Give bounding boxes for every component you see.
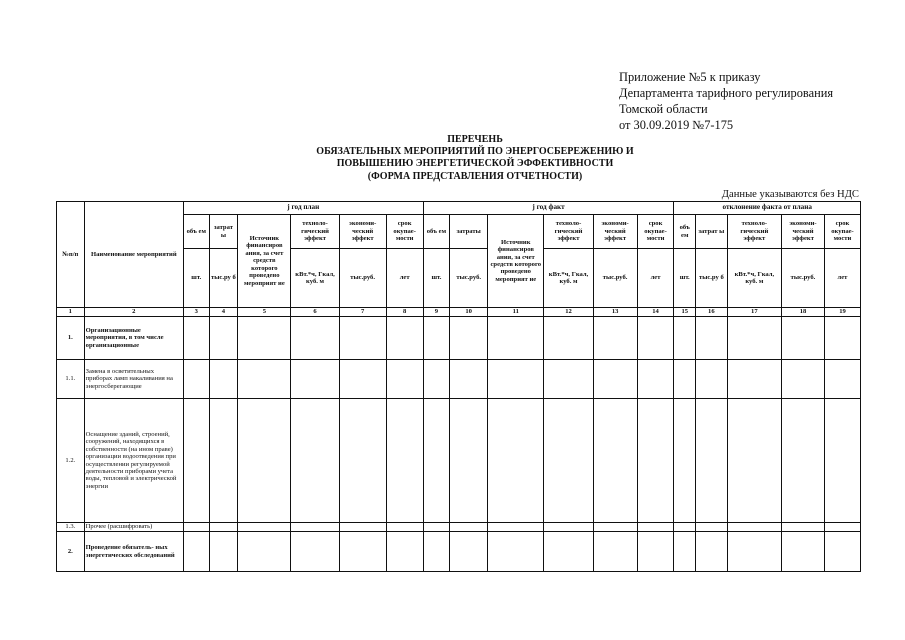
empty-cell <box>386 532 423 572</box>
table-row <box>57 523 861 532</box>
table-row <box>57 532 861 572</box>
unit-trub: тыс.руб. <box>593 249 637 308</box>
unit-trub: тыс.ру б <box>695 249 727 308</box>
empty-cell <box>824 360 860 399</box>
table-body <box>57 317 861 572</box>
unit-years: лет <box>637 249 674 308</box>
header-tech-effect: техноло- гический эффект <box>544 215 593 249</box>
empty-cell <box>339 532 386 572</box>
header-cost: затрат ы <box>209 215 238 249</box>
header-tech-effect: техноло- гический эффект <box>727 215 781 249</box>
empty-cell <box>339 399 386 523</box>
empty-cell <box>209 399 238 523</box>
row-number: 1.2. <box>57 399 85 523</box>
title-line: ОБЯЗАТЕЛЬНЫХ МЕРОПРИЯТИЙ ПО ЭНЕРГОСБЕРЕЖЕНИЮ И <box>316 146 634 158</box>
column-number-cell: 9 <box>423 308 450 317</box>
empty-cell <box>386 399 423 523</box>
empty-cell <box>488 532 544 572</box>
appendix-line: Приложение №5 к приказу <box>619 70 761 84</box>
empty-cell <box>450 523 488 532</box>
empty-cell <box>824 317 860 360</box>
empty-cell <box>238 399 291 523</box>
column-numbers-row <box>57 308 861 317</box>
table-row <box>57 399 861 523</box>
empty-cell <box>637 399 674 523</box>
empty-cell <box>423 360 450 399</box>
header-group-deviation: отклонение факта от плана <box>674 202 861 215</box>
column-number-cell: 7 <box>339 308 386 317</box>
unit-energy: кВт.*ч, Гкал, куб. м <box>544 249 593 308</box>
header-cost: затраты <box>450 215 488 249</box>
title-line: (ФОРМА ПРЕДСТАВЛЕНИЯ ОТЧЕТНОСТИ) <box>367 170 583 182</box>
unit-energy: кВт.*ч, Гкал, куб. м <box>727 249 781 308</box>
vat-note: Данные указываются без НДС <box>721 189 859 200</box>
empty-cell <box>593 360 637 399</box>
header-source: Источник финансиров ания, за счет средств которого проведено мероприят ие <box>488 215 544 308</box>
empty-cell <box>824 523 860 532</box>
empty-cell <box>695 360 727 399</box>
unit-pcs: шт. <box>423 249 450 308</box>
empty-cell <box>727 532 781 572</box>
empty-cell <box>423 399 450 523</box>
empty-cell <box>637 523 674 532</box>
column-number-cell: 13 <box>593 308 637 317</box>
empty-cell <box>695 523 727 532</box>
empty-cell <box>488 317 544 360</box>
empty-cell <box>727 523 781 532</box>
appendix-line: от 30.09.2019 №7-175 <box>619 118 734 132</box>
empty-cell <box>183 360 209 399</box>
empty-cell <box>488 399 544 523</box>
empty-cell <box>291 360 339 399</box>
header-source: Источник финансиров ания, за счет средств которого проведено мероприят ие <box>238 215 291 308</box>
empty-cell <box>544 317 593 360</box>
empty-cell <box>238 532 291 572</box>
header-payback: срок окупае- мости <box>386 215 423 249</box>
column-number-cell: 4 <box>209 308 238 317</box>
empty-cell <box>727 399 781 523</box>
empty-cell <box>781 532 824 572</box>
empty-cell <box>824 532 860 572</box>
empty-cell <box>386 523 423 532</box>
unit-trub: тыс.ру б <box>209 249 238 308</box>
empty-cell <box>488 360 544 399</box>
empty-cell <box>183 317 209 360</box>
column-number-cell: 10 <box>450 308 488 317</box>
empty-cell <box>674 317 696 360</box>
column-number-cell: 15 <box>674 308 696 317</box>
header-payback: срок окупае- мости <box>824 215 860 249</box>
appendix-line: Томской области <box>619 102 708 116</box>
empty-cell <box>450 360 488 399</box>
empty-cell <box>593 532 637 572</box>
column-number-cell: 6 <box>291 308 339 317</box>
empty-cell <box>450 532 488 572</box>
empty-cell <box>450 317 488 360</box>
unit-trub: тыс.руб. <box>450 249 488 308</box>
column-number-cell: 19 <box>824 308 860 317</box>
header-econ-effect: экономи- ческий эффект <box>781 215 824 249</box>
empty-cell <box>781 523 824 532</box>
appendix-block <box>619 69 833 133</box>
appendix-line: Департамента тарифного регулирования <box>619 86 834 100</box>
column-number-cell: 5 <box>238 308 291 317</box>
row-number: 1.3. <box>57 523 85 532</box>
header-group-fact: j год факт <box>423 202 674 215</box>
empty-cell <box>488 523 544 532</box>
empty-cell <box>209 532 238 572</box>
empty-cell <box>674 360 696 399</box>
empty-cell <box>386 360 423 399</box>
empty-cell <box>238 317 291 360</box>
title-line: ПОВЫШЕНИЮ ЭНЕРГЕТИЧЕСКОЙ ЭФФЕКТИВНОСТИ <box>336 158 614 170</box>
table-row <box>57 360 861 399</box>
empty-cell <box>450 399 488 523</box>
empty-cell <box>674 532 696 572</box>
empty-cell <box>593 399 637 523</box>
column-number-cell: 12 <box>544 308 593 317</box>
empty-cell <box>824 399 860 523</box>
empty-cell <box>238 523 291 532</box>
header-volume: объ ем <box>674 215 696 249</box>
header-payback: срок окупае- мости <box>637 215 674 249</box>
column-number-cell: 2 <box>84 308 183 317</box>
empty-cell <box>183 532 209 572</box>
empty-cell <box>637 532 674 572</box>
empty-cell <box>695 399 727 523</box>
header-volume: объ ем <box>183 215 209 249</box>
empty-cell <box>637 317 674 360</box>
empty-cell <box>781 317 824 360</box>
empty-cell <box>339 317 386 360</box>
empty-cell <box>291 317 339 360</box>
header-tech-effect: техноло- гический эффект <box>291 215 339 249</box>
empty-cell <box>695 317 727 360</box>
empty-cell <box>593 317 637 360</box>
header-econ-effect: экономи- ческий эффект <box>339 215 386 249</box>
empty-cell <box>544 399 593 523</box>
title-line: ПЕРЕЧЕНЬ <box>447 134 503 145</box>
empty-cell <box>781 399 824 523</box>
document-title <box>190 134 760 183</box>
header-volume: объ ем <box>423 215 450 249</box>
empty-cell <box>423 317 450 360</box>
empty-cell <box>727 360 781 399</box>
column-number-cell: 16 <box>695 308 727 317</box>
row-name: Проведение обязатель- ных энергетических обследований <box>84 532 183 572</box>
row-number: 1.1. <box>57 360 85 399</box>
header-num: №п/п <box>57 202 85 308</box>
empty-cell <box>291 532 339 572</box>
empty-cell <box>209 523 238 532</box>
unit-energy: кВт.*ч, Гкал, куб. м <box>291 249 339 308</box>
unit-trub: тыс.руб. <box>339 249 386 308</box>
header-group-plan: j год план <box>183 202 423 215</box>
row-name: Замена в осветительных приборах ламп накаливания на энергосберегающие <box>84 360 183 399</box>
empty-cell <box>339 360 386 399</box>
header-econ-effect: экономи- ческий эффект <box>593 215 637 249</box>
empty-cell <box>781 360 824 399</box>
empty-cell <box>695 532 727 572</box>
row-number: 1. <box>57 317 85 360</box>
column-number-cell: 14 <box>637 308 674 317</box>
empty-cell <box>339 523 386 532</box>
unit-pcs: шт. <box>183 249 209 308</box>
header-name: Наименование мероприятий <box>84 202 183 308</box>
empty-cell <box>727 317 781 360</box>
report-table <box>56 201 861 572</box>
row-name: Прочее (расшифровать) <box>84 523 183 532</box>
column-number-cell: 1 <box>57 308 85 317</box>
empty-cell <box>209 360 238 399</box>
empty-cell <box>674 399 696 523</box>
empty-cell <box>593 523 637 532</box>
empty-cell <box>544 523 593 532</box>
empty-cell <box>423 532 450 572</box>
empty-cell <box>183 399 209 523</box>
column-number-cell: 11 <box>488 308 544 317</box>
empty-cell <box>423 523 450 532</box>
unit-pcs: шт. <box>674 249 696 308</box>
column-number-cell: 3 <box>183 308 209 317</box>
unit-trub: тыс.руб. <box>781 249 824 308</box>
empty-cell <box>637 360 674 399</box>
empty-cell <box>291 399 339 523</box>
empty-cell <box>238 360 291 399</box>
empty-cell <box>183 523 209 532</box>
unit-years: лет <box>386 249 423 308</box>
column-number-cell: 8 <box>386 308 423 317</box>
row-number: 2. <box>57 532 85 572</box>
empty-cell <box>674 523 696 532</box>
column-number-cell: 18 <box>781 308 824 317</box>
row-name: Организационные мероприятия, в том числе организационные <box>84 317 183 360</box>
empty-cell <box>544 532 593 572</box>
empty-cell <box>386 317 423 360</box>
column-number-cell: 17 <box>727 308 781 317</box>
unit-years: лет <box>824 249 860 308</box>
empty-cell <box>544 360 593 399</box>
row-name: Оснащение зданий, строений, сооружений, находящихся в собственности (на ином праве) организации водоотведения при осуществлении регулируемой деятельности приборами учета воды, тепловой и электрической энергии <box>84 399 183 523</box>
empty-cell <box>291 523 339 532</box>
empty-cell <box>209 317 238 360</box>
header-cost: затрат ы <box>695 215 727 249</box>
column-number-row <box>57 308 861 317</box>
table-row <box>57 317 861 360</box>
